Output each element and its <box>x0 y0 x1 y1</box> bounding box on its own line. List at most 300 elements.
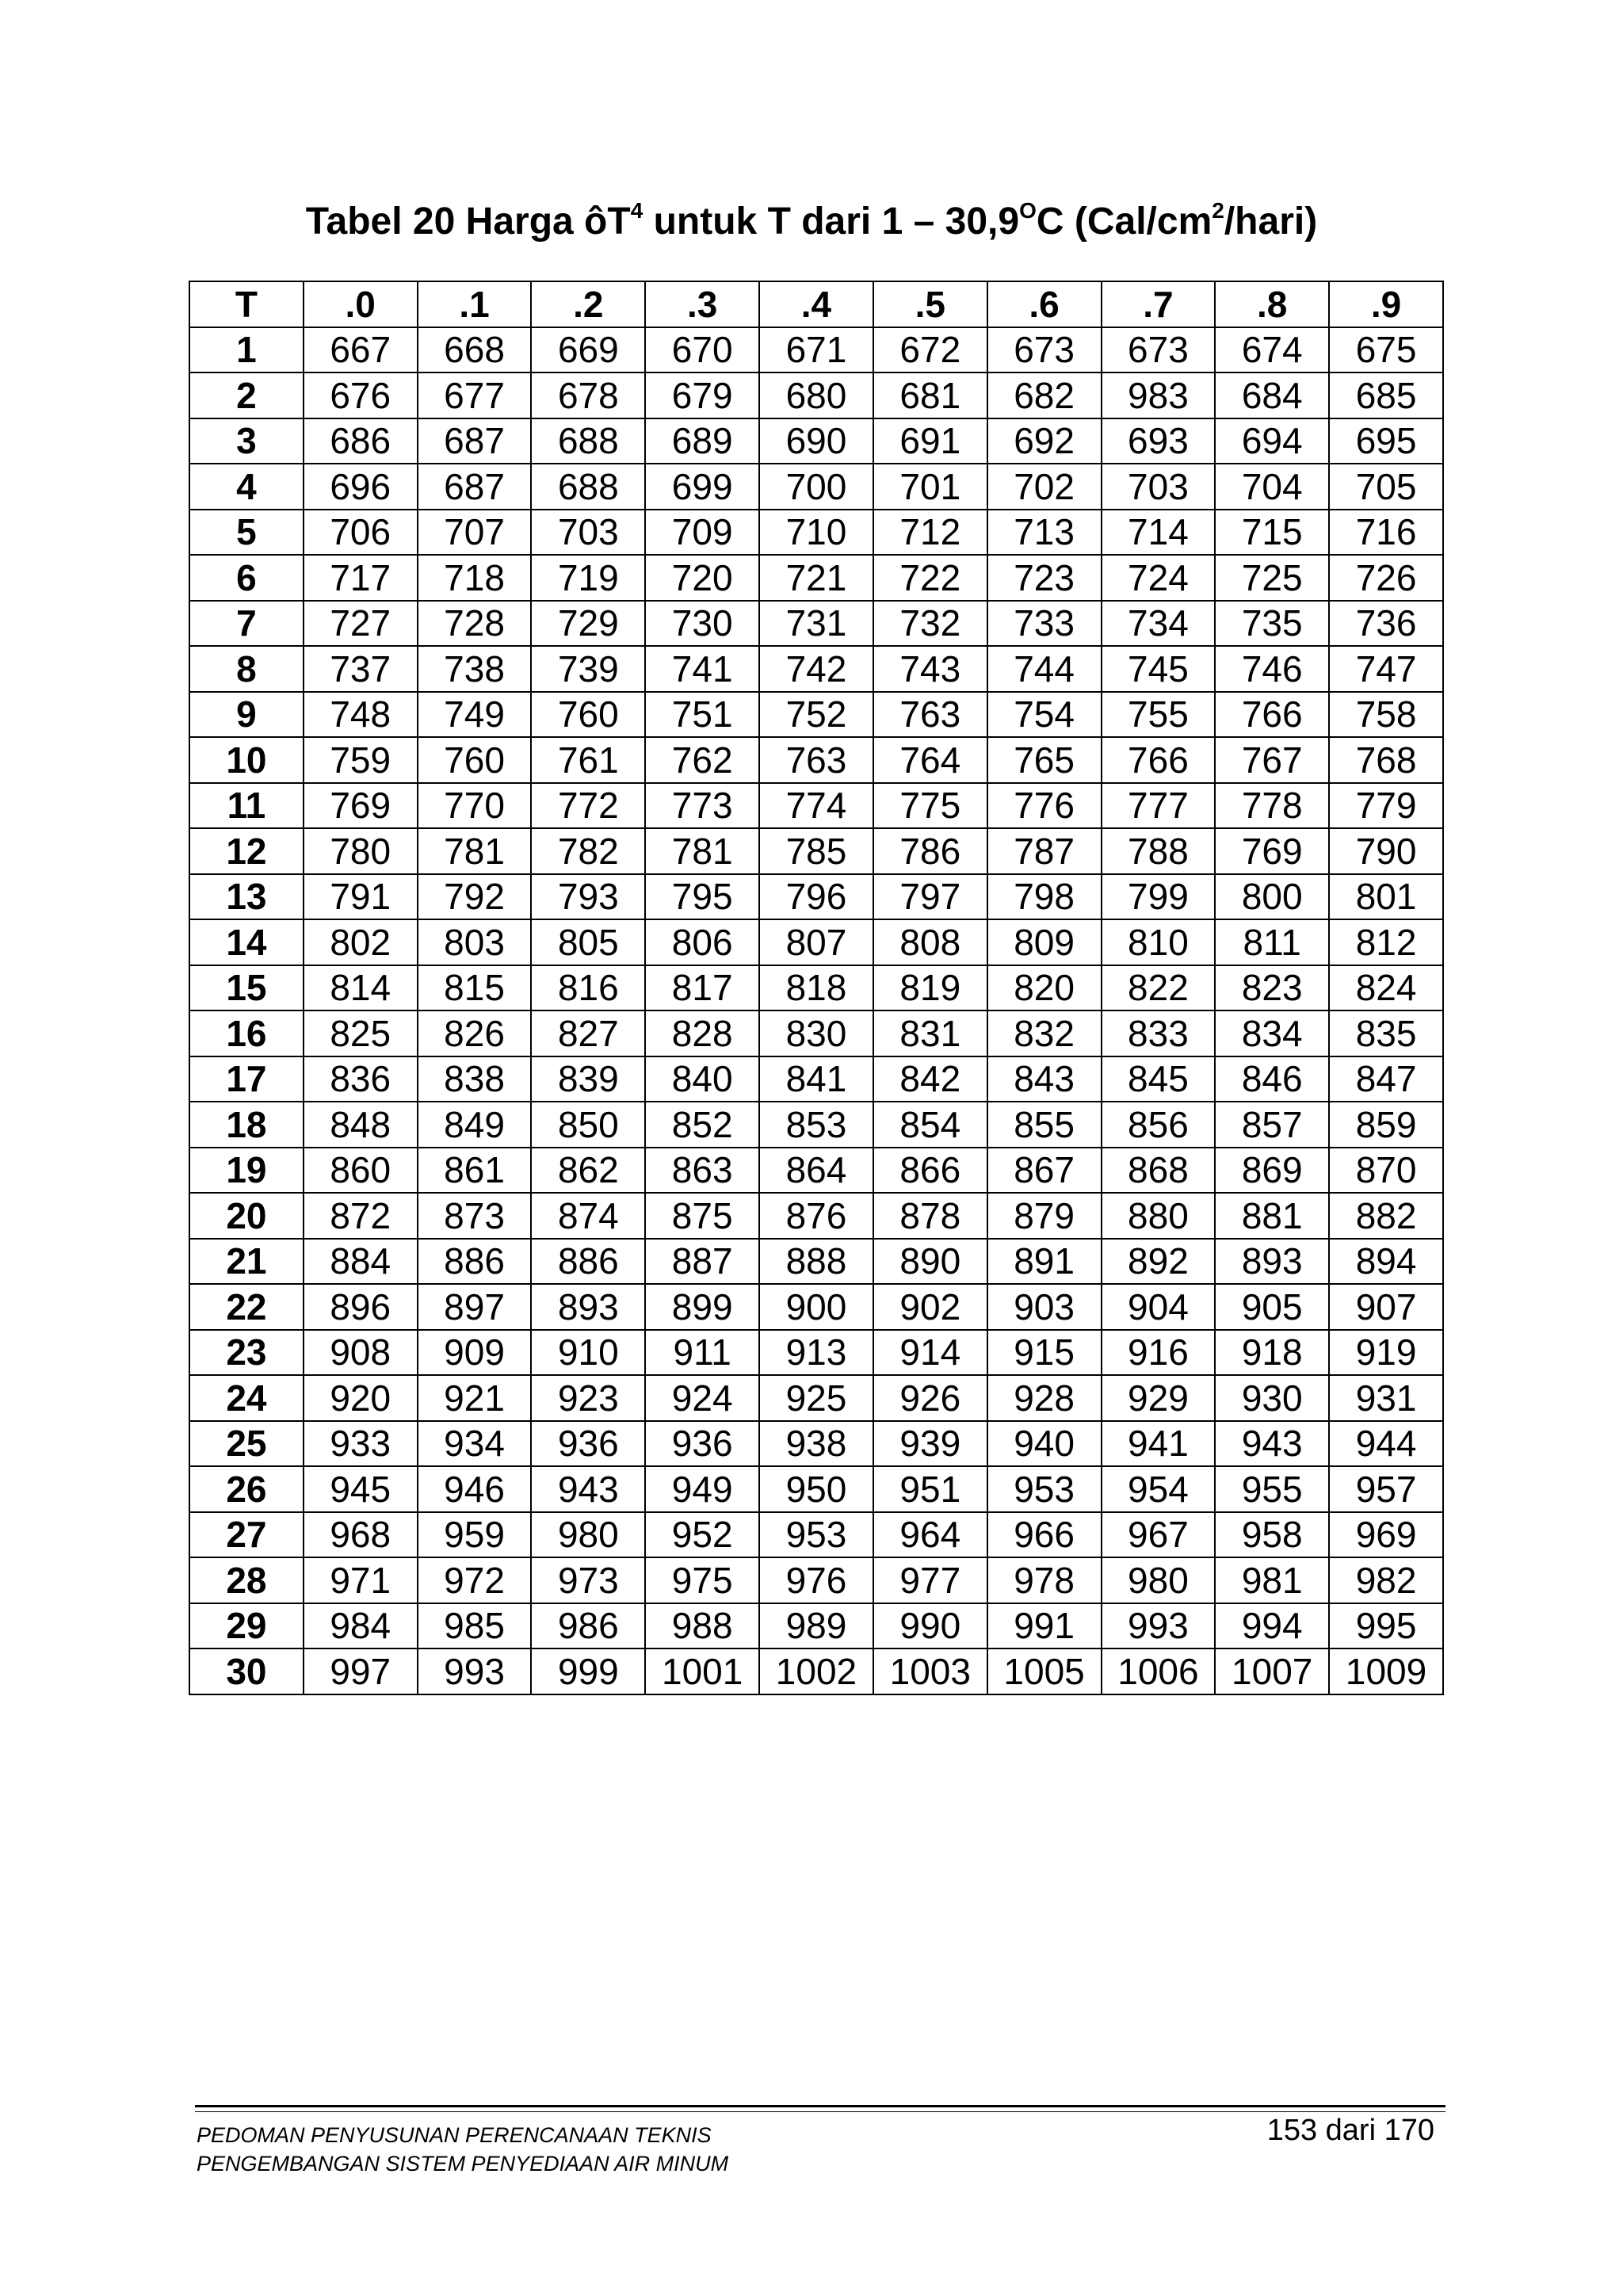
table-cell: 776 <box>987 783 1102 829</box>
table-cell: 875 <box>645 1193 759 1239</box>
table-cell: 920 <box>304 1375 418 1421</box>
table-row <box>189 1375 1443 1421</box>
table-cell: 814 <box>304 965 418 1011</box>
table-cell: 667 <box>304 327 418 373</box>
table-cell: 950 <box>759 1466 873 1512</box>
table-cell: 791 <box>304 874 418 920</box>
table-cell: 936 <box>531 1421 645 1467</box>
row-label-t: 10 <box>189 737 304 783</box>
table-cell: 742 <box>759 646 873 692</box>
table-cell: 958 <box>1215 1512 1329 1558</box>
table-cell: 985 <box>418 1603 532 1649</box>
table-cell: 891 <box>987 1239 1102 1285</box>
table-row <box>189 1557 1443 1603</box>
table-cell: 788 <box>1102 828 1216 874</box>
table-cell: 786 <box>873 828 987 874</box>
table-row <box>189 828 1443 874</box>
table-cell: 989 <box>759 1603 873 1649</box>
table-cell: 925 <box>759 1375 873 1421</box>
table-cell: 682 <box>987 372 1102 418</box>
table-cell: 793 <box>531 874 645 920</box>
table-cell: 1001 <box>645 1648 759 1694</box>
table-cell: 894 <box>1329 1239 1443 1285</box>
table-cell: 689 <box>645 418 759 464</box>
table-cell: 688 <box>531 464 645 510</box>
table-cell: 966 <box>987 1512 1102 1558</box>
table-cell: 695 <box>1329 418 1443 464</box>
table-cell: 801 <box>1329 874 1443 920</box>
table-cell: 762 <box>645 737 759 783</box>
row-label-t: 21 <box>189 1239 304 1285</box>
table-cell: 675 <box>1329 327 1443 373</box>
table-cell: 892 <box>1102 1239 1216 1285</box>
table-cell: 873 <box>418 1193 532 1239</box>
table-cell: 994 <box>1215 1603 1329 1649</box>
table-cell: 727 <box>304 601 418 647</box>
table-cell: 939 <box>873 1421 987 1467</box>
table-cell: 878 <box>873 1193 987 1239</box>
table-cell: 805 <box>531 919 645 965</box>
table-cell: 990 <box>873 1603 987 1649</box>
table-cell: 980 <box>1102 1557 1216 1603</box>
table-body <box>189 327 1443 1694</box>
table-cell: 945 <box>304 1466 418 1512</box>
table-cell: 714 <box>1102 510 1216 556</box>
table-cell: 712 <box>873 510 987 556</box>
table-cell: 872 <box>304 1193 418 1239</box>
table-cell: 718 <box>418 555 532 601</box>
table-cell: 928 <box>987 1375 1102 1421</box>
row-label-t: 1 <box>189 327 304 373</box>
table-cell: 729 <box>531 601 645 647</box>
table-cell: 931 <box>1329 1375 1443 1421</box>
table-cell: 773 <box>645 783 759 829</box>
table-cell: 975 <box>645 1557 759 1603</box>
table-cell: 831 <box>873 1010 987 1056</box>
table-cell: 676 <box>304 372 418 418</box>
header-cell-decimal: .9 <box>1329 281 1443 327</box>
table-cell: 767 <box>1215 737 1329 783</box>
row-label-t: 29 <box>189 1603 304 1649</box>
table-cell: 834 <box>1215 1010 1329 1056</box>
table-cell: 759 <box>304 737 418 783</box>
table-cell: 908 <box>304 1330 418 1376</box>
table-cell: 971 <box>304 1557 418 1603</box>
table-cell: 984 <box>304 1603 418 1649</box>
table-row <box>189 418 1443 464</box>
title-text: /hari) <box>1224 201 1318 243</box>
table-cell: 673 <box>987 327 1102 373</box>
table-cell: 884 <box>304 1239 418 1285</box>
table-cell: 796 <box>759 874 873 920</box>
table-cell: 886 <box>418 1239 532 1285</box>
table-cell: 954 <box>1102 1466 1216 1512</box>
table-cell: 903 <box>987 1284 1102 1330</box>
title-superscript-square: 2 <box>1212 198 1224 223</box>
table-cell: 860 <box>304 1148 418 1194</box>
row-label-t: 14 <box>189 919 304 965</box>
table-cell: 735 <box>1215 601 1329 647</box>
table-cell: 749 <box>418 692 532 738</box>
radiation-table <box>189 281 1444 1695</box>
row-label-t: 6 <box>189 555 304 601</box>
table-cell: 707 <box>418 510 532 556</box>
table-cell: 736 <box>1329 601 1443 647</box>
table-cell: 999 <box>531 1648 645 1694</box>
table-cell: 946 <box>418 1466 532 1512</box>
table-cell: 827 <box>531 1010 645 1056</box>
table-cell: 669 <box>531 327 645 373</box>
table-cell: 752 <box>759 692 873 738</box>
table-cell: 807 <box>759 919 873 965</box>
table-cell: 933 <box>304 1421 418 1467</box>
table-cell: 764 <box>873 737 987 783</box>
table-cell: 899 <box>645 1284 759 1330</box>
footer-line-1: PEDOMAN PENYUSUNAN PERENCANAAN TEKNIS <box>197 2123 712 2147</box>
table-row <box>189 1010 1443 1056</box>
table-cell: 944 <box>1329 1421 1443 1467</box>
table-cell: 775 <box>873 783 987 829</box>
row-label-t: 19 <box>189 1148 304 1194</box>
row-label-t: 18 <box>189 1102 304 1148</box>
table-cell: 808 <box>873 919 987 965</box>
table-row <box>189 874 1443 920</box>
table-cell: 880 <box>1102 1193 1216 1239</box>
table-cell: 787 <box>987 828 1102 874</box>
table-cell: 833 <box>1102 1010 1216 1056</box>
table-cell: 818 <box>759 965 873 1011</box>
footer-document-title <box>197 2121 728 2178</box>
table-row <box>189 1421 1443 1467</box>
table-cell: 709 <box>645 510 759 556</box>
table-row <box>189 646 1443 692</box>
title-superscript-degree: O <box>1019 198 1037 223</box>
table-cell: 812 <box>1329 919 1443 965</box>
table-cell: 766 <box>1215 692 1329 738</box>
header-cell-decimal: .0 <box>304 281 418 327</box>
table-cell: 881 <box>1215 1193 1329 1239</box>
table-cell: 930 <box>1215 1375 1329 1421</box>
table-cell: 763 <box>759 737 873 783</box>
table-header-row <box>189 281 1443 327</box>
table-cell: 768 <box>1329 737 1443 783</box>
table-cell: 845 <box>1102 1056 1216 1102</box>
table-cell: 910 <box>531 1330 645 1376</box>
table-cell: 701 <box>873 464 987 510</box>
header-cell-decimal: .7 <box>1102 281 1216 327</box>
footer-line-2: PENGEMBANGAN SISTEM PENYEDIAAN AIR MINUM <box>197 2152 729 2176</box>
table-cell: 743 <box>873 646 987 692</box>
table-cell: 705 <box>1329 464 1443 510</box>
table-cell: 1002 <box>759 1648 873 1694</box>
table-cell: 720 <box>645 555 759 601</box>
table-cell: 798 <box>987 874 1102 920</box>
table-cell: 765 <box>987 737 1102 783</box>
row-label-t: 28 <box>189 1557 304 1603</box>
page-title <box>0 194 1623 250</box>
row-label-t: 24 <box>189 1375 304 1421</box>
row-label-t: 8 <box>189 646 304 692</box>
table-cell: 760 <box>531 692 645 738</box>
row-label-t: 26 <box>189 1466 304 1512</box>
table-cell: 706 <box>304 510 418 556</box>
table-row <box>189 510 1443 556</box>
table-cell: 943 <box>1215 1421 1329 1467</box>
table-cell: 914 <box>873 1330 987 1376</box>
table-cell: 924 <box>645 1375 759 1421</box>
table-cell: 988 <box>645 1603 759 1649</box>
table-row <box>189 1330 1443 1376</box>
table-cell: 672 <box>873 327 987 373</box>
table-cell: 832 <box>987 1010 1102 1056</box>
table-cell: 842 <box>873 1056 987 1102</box>
table-cell: 766 <box>1102 737 1216 783</box>
table-cell: 923 <box>531 1375 645 1421</box>
table-row <box>189 965 1443 1011</box>
table-cell: 744 <box>987 646 1102 692</box>
table-cell: 738 <box>418 646 532 692</box>
table-row <box>189 327 1443 373</box>
table-cell: 741 <box>645 646 759 692</box>
table-cell: 940 <box>987 1421 1102 1467</box>
table-cell: 897 <box>418 1284 532 1330</box>
footer-rule-thick <box>195 2105 1445 2107</box>
table-cell: 843 <box>987 1056 1102 1102</box>
header-cell-decimal: .2 <box>531 281 645 327</box>
header-cell-decimal: .5 <box>873 281 987 327</box>
table-cell: 790 <box>1329 828 1443 874</box>
table-cell: 781 <box>645 828 759 874</box>
table-cell: 684 <box>1215 372 1329 418</box>
table-cell: 681 <box>873 372 987 418</box>
table-cell: 856 <box>1102 1102 1216 1148</box>
table-cell: 977 <box>873 1557 987 1603</box>
table-cell: 671 <box>759 327 873 373</box>
table-cell: 921 <box>418 1375 532 1421</box>
table-cell: 852 <box>645 1102 759 1148</box>
table-cell: 943 <box>531 1466 645 1512</box>
table-cell: 855 <box>987 1102 1102 1148</box>
table-row <box>189 464 1443 510</box>
table-cell: 731 <box>759 601 873 647</box>
table-cell: 972 <box>418 1557 532 1603</box>
table-cell: 710 <box>759 510 873 556</box>
table-row <box>189 1648 1443 1694</box>
table-cell: 869 <box>1215 1148 1329 1194</box>
table-cell: 913 <box>759 1330 873 1376</box>
table-cell: 981 <box>1215 1557 1329 1603</box>
table-cell: 680 <box>759 372 873 418</box>
table-cell: 840 <box>645 1056 759 1102</box>
row-label-t: 20 <box>189 1193 304 1239</box>
table-cell: 737 <box>304 646 418 692</box>
table-cell: 800 <box>1215 874 1329 920</box>
table-cell: 838 <box>418 1056 532 1102</box>
title-text: Tabel 20 Harga ôT <box>305 201 631 243</box>
table-cell: 825 <box>304 1010 418 1056</box>
header-cell-decimal: .6 <box>987 281 1102 327</box>
table-cell: 907 <box>1329 1284 1443 1330</box>
table-cell: 668 <box>418 327 532 373</box>
table-cell: 836 <box>304 1056 418 1102</box>
table-cell: 779 <box>1329 783 1443 829</box>
table-cell: 876 <box>759 1193 873 1239</box>
table-cell: 686 <box>304 418 418 464</box>
row-label-t: 9 <box>189 692 304 738</box>
page-number: 153 dari 170 <box>1266 2114 1434 2147</box>
table-cell: 733 <box>987 601 1102 647</box>
table-cell: 785 <box>759 828 873 874</box>
table-cell: 1003 <box>873 1648 987 1694</box>
row-label-t: 3 <box>189 418 304 464</box>
table-cell: 846 <box>1215 1056 1329 1102</box>
table-cell: 809 <box>987 919 1102 965</box>
header-cell-decimal: .8 <box>1215 281 1329 327</box>
table-cell: 722 <box>873 555 987 601</box>
table-cell: 782 <box>531 828 645 874</box>
row-label-t: 23 <box>189 1330 304 1376</box>
table-cell: 746 <box>1215 646 1329 692</box>
table-cell: 674 <box>1215 327 1329 373</box>
table-cell: 780 <box>304 828 418 874</box>
row-label-t: 30 <box>189 1648 304 1694</box>
table-cell: 849 <box>418 1102 532 1148</box>
table-row <box>189 1193 1443 1239</box>
table-cell: 719 <box>531 555 645 601</box>
table-cell: 754 <box>987 692 1102 738</box>
table-cell: 703 <box>1102 464 1216 510</box>
table-cell: 830 <box>759 1010 873 1056</box>
table-cell: 1005 <box>987 1648 1102 1694</box>
row-label-t: 12 <box>189 828 304 874</box>
table-row <box>189 919 1443 965</box>
table-cell: 879 <box>987 1193 1102 1239</box>
table-cell: 941 <box>1102 1421 1216 1467</box>
table-cell: 811 <box>1215 919 1329 965</box>
table-row <box>189 1239 1443 1285</box>
row-label-t: 11 <box>189 783 304 829</box>
table-cell: 748 <box>304 692 418 738</box>
table-cell: 828 <box>645 1010 759 1056</box>
table-cell: 918 <box>1215 1330 1329 1376</box>
table-cell: 679 <box>645 372 759 418</box>
table-row <box>189 601 1443 647</box>
table-cell: 887 <box>645 1239 759 1285</box>
table-cell: 1006 <box>1102 1648 1216 1694</box>
table-cell: 806 <box>645 919 759 965</box>
table-cell: 911 <box>645 1330 759 1376</box>
header-cell-t: T <box>189 281 304 327</box>
table-cell: 853 <box>759 1102 873 1148</box>
table-cell: 772 <box>531 783 645 829</box>
table-cell: 703 <box>531 510 645 556</box>
table-cell: 810 <box>1102 919 1216 965</box>
table-cell: 755 <box>1102 692 1216 738</box>
table-row <box>189 1603 1443 1649</box>
table-cell: 866 <box>873 1148 987 1194</box>
table-cell: 694 <box>1215 418 1329 464</box>
table-cell: 769 <box>1215 828 1329 874</box>
table-cell: 915 <box>987 1330 1102 1376</box>
table-row <box>189 1512 1443 1558</box>
table-cell: 900 <box>759 1284 873 1330</box>
table-cell: 819 <box>873 965 987 1011</box>
table-cell: 986 <box>531 1603 645 1649</box>
table-cell: 726 <box>1329 555 1443 601</box>
table-cell: 854 <box>873 1102 987 1148</box>
table-cell: 983 <box>1102 372 1216 418</box>
table-cell: 678 <box>531 372 645 418</box>
table-cell: 724 <box>1102 555 1216 601</box>
row-label-t: 16 <box>189 1010 304 1056</box>
table-cell: 716 <box>1329 510 1443 556</box>
table-cell: 888 <box>759 1239 873 1285</box>
table-cell: 969 <box>1329 1512 1443 1558</box>
table-cell: 847 <box>1329 1056 1443 1102</box>
table-row <box>189 1466 1443 1512</box>
table-cell: 704 <box>1215 464 1329 510</box>
table-cell: 692 <box>987 418 1102 464</box>
table-cell: 863 <box>645 1148 759 1194</box>
table-cell: 968 <box>304 1512 418 1558</box>
table-cell: 717 <box>304 555 418 601</box>
table-cell: 926 <box>873 1375 987 1421</box>
table-cell: 882 <box>1329 1193 1443 1239</box>
table-cell: 769 <box>304 783 418 829</box>
table-cell: 673 <box>1102 327 1216 373</box>
table-row <box>189 1056 1443 1102</box>
table-cell: 973 <box>531 1557 645 1603</box>
table-cell: 886 <box>531 1239 645 1285</box>
table-cell: 770 <box>418 783 532 829</box>
table-cell: 938 <box>759 1421 873 1467</box>
table-cell: 896 <box>304 1284 418 1330</box>
table-cell: 862 <box>531 1148 645 1194</box>
table-row <box>189 1284 1443 1330</box>
table-cell: 823 <box>1215 965 1329 1011</box>
header-cell-decimal: .4 <box>759 281 873 327</box>
table-cell: 995 <box>1329 1603 1443 1649</box>
table-cell: 822 <box>1102 965 1216 1011</box>
table-cell: 721 <box>759 555 873 601</box>
table-cell: 993 <box>1102 1603 1216 1649</box>
table-cell: 685 <box>1329 372 1443 418</box>
table-cell: 739 <box>531 646 645 692</box>
table-cell: 976 <box>759 1557 873 1603</box>
table-cell: 745 <box>1102 646 1216 692</box>
table-cell: 826 <box>418 1010 532 1056</box>
table-cell: 687 <box>418 464 532 510</box>
table-cell: 916 <box>1102 1330 1216 1376</box>
table-cell: 824 <box>1329 965 1443 1011</box>
table-cell: 803 <box>418 919 532 965</box>
table-cell: 867 <box>987 1148 1102 1194</box>
table-cell: 781 <box>418 828 532 874</box>
table-cell: 816 <box>531 965 645 1011</box>
table-cell: 835 <box>1329 1010 1443 1056</box>
table-cell: 893 <box>531 1284 645 1330</box>
table-cell: 725 <box>1215 555 1329 601</box>
table-cell: 688 <box>531 418 645 464</box>
table-cell: 696 <box>304 464 418 510</box>
table-cell: 904 <box>1102 1284 1216 1330</box>
table-cell: 700 <box>759 464 873 510</box>
table-cell: 964 <box>873 1512 987 1558</box>
row-label-t: 22 <box>189 1284 304 1330</box>
table-cell: 1007 <box>1215 1648 1329 1694</box>
table-cell: 980 <box>531 1512 645 1558</box>
table-cell: 758 <box>1329 692 1443 738</box>
